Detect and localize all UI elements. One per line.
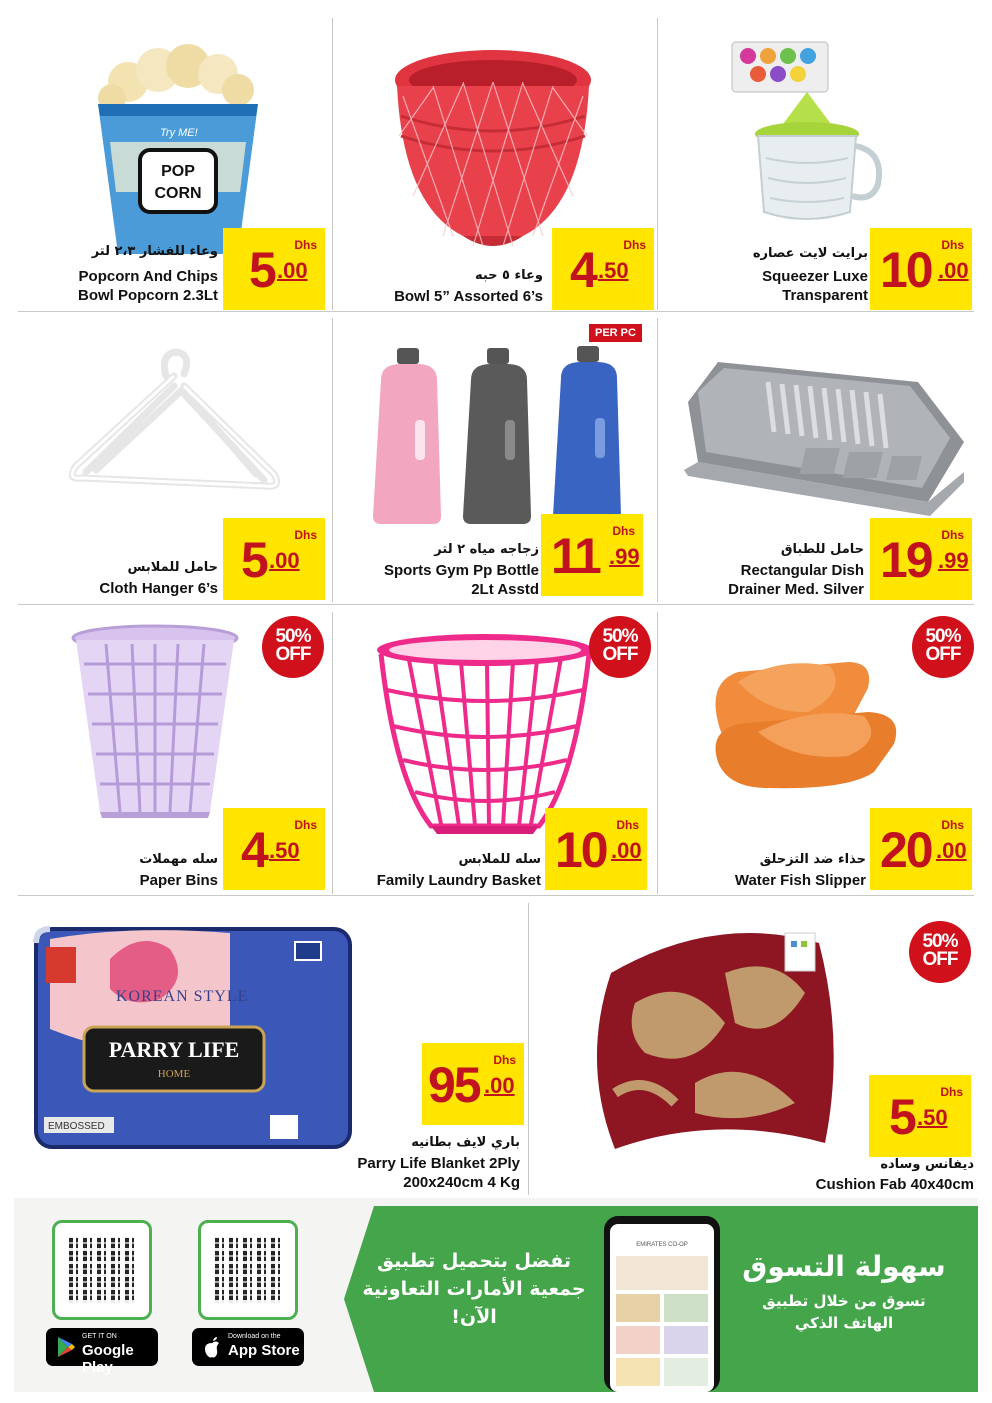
price-integer: 10 — [880, 242, 932, 298]
price-integer: 4 — [570, 242, 596, 298]
cta-line-3: الآن! — [451, 1306, 497, 1328]
apple-icon — [202, 1336, 222, 1358]
hanger-image — [56, 346, 296, 518]
per-pc-tag: PER PC — [589, 324, 642, 342]
currency-label: Dhs — [493, 1053, 516, 1067]
product-name-arabic: زجاجه مياه ٢ لتر — [434, 542, 539, 557]
product-name-arabic: وعاء ٥ حبه — [474, 268, 543, 283]
phone-app-title: EMIRATES CO-OP — [636, 1242, 688, 1248]
google-play-button[interactable] — [46, 1328, 158, 1376]
product-name-line-1: Bowl 5” Assorted 6’s — [394, 288, 543, 305]
discount-badge: 50% OFF — [909, 921, 971, 983]
price-integer: 11 — [551, 528, 600, 584]
product-name-line-1: Cloth Hanger 6’s — [99, 580, 218, 597]
svg-text:HOME: HOME — [157, 1068, 191, 1080]
qr-code-app-store[interactable] — [198, 1220, 298, 1320]
product-name-line-1: Family Laundry Basket — [376, 872, 541, 889]
product-name-line-1: Squeezer Luxe — [762, 268, 868, 285]
price-decimal: .00 — [269, 548, 300, 573]
product-name-line-2: Bowl Popcorn 2.3Lt — [77, 287, 218, 304]
currency-label: Dhs — [616, 818, 639, 832]
google-play-label: Google Play — [82, 1342, 134, 1376]
price-decimal: .00 — [277, 258, 308, 283]
price-tag — [552, 228, 654, 310]
currency-label: Dhs — [940, 1085, 963, 1099]
currency-label: Dhs — [941, 238, 964, 252]
banner-title: سهولة التسوق — [742, 1250, 946, 1283]
price-integer: 10 — [555, 822, 607, 878]
product-name-line-1: Rectangular Dish — [740, 562, 864, 579]
banner-subtitle-line-1: تسوق من خلال تطبيق — [762, 1292, 926, 1310]
slipper-image — [698, 652, 908, 792]
product-card-blanket[interactable] — [18, 903, 528, 1195]
app-store-button[interactable] — [192, 1328, 304, 1366]
price-decimal: .50 — [269, 838, 300, 863]
price-tag — [541, 514, 643, 596]
banner-subtitle-line-2: الهاتف الذكي — [794, 1314, 894, 1332]
currency-label: Dhs — [294, 818, 317, 832]
svg-text:POP: POP — [161, 163, 195, 180]
price-decimal: .00 — [611, 838, 642, 863]
discount-badge: 50% OFF — [589, 616, 651, 678]
product-card-laundry-basket[interactable] — [333, 612, 657, 894]
currency-label: Dhs — [941, 528, 964, 542]
product-card-cushion[interactable] — [529, 903, 974, 1195]
qr-code-google-play[interactable] — [52, 1220, 152, 1320]
product-name-line-1: Cushion Fab 40x40cm — [815, 1176, 974, 1193]
price-tag — [223, 808, 325, 890]
price-integer: 20 — [880, 822, 932, 878]
divider — [18, 311, 974, 312]
product-name-arabic: حامل للطباق — [780, 542, 864, 557]
price-integer: 19 — [880, 532, 932, 588]
price-decimal: .50 — [917, 1105, 948, 1130]
product-name-line-1: Water Fish Slipper — [734, 872, 866, 889]
svg-text:EMBOSSED: EMBOSSED — [48, 1121, 105, 1132]
price-integer: 5 — [889, 1089, 915, 1145]
price-tag — [223, 518, 325, 600]
currency-label: Dhs — [294, 528, 317, 542]
product-name-line-1: Paper Bins — [139, 872, 218, 889]
product-card-bowl[interactable] — [333, 18, 657, 310]
app-store-label: App Store — [228, 1342, 300, 1359]
product-card-popcorn[interactable] — [18, 18, 332, 310]
product-name-arabic: ديفانس وساده — [880, 1157, 974, 1172]
google-play-small-label: GET IT ON — [82, 1333, 117, 1340]
product-name-line-1: Sports Gym Pp Bottle — [383, 562, 539, 579]
price-decimal: .50 — [598, 258, 629, 283]
blanket-bag-image — [30, 919, 356, 1151]
product-name-line-2: 2Lt Asstd — [471, 581, 539, 598]
product-card-paper-bins[interactable] — [18, 612, 332, 894]
product-card-hanger[interactable] — [18, 318, 332, 602]
price-decimal: .99 — [609, 544, 640, 569]
google-play-icon — [56, 1336, 76, 1358]
price-tag — [870, 518, 972, 600]
price-decimal: .00 — [936, 838, 967, 863]
price-decimal: .99 — [938, 548, 969, 573]
product-name-line-2: Drainer Med. Silver — [728, 581, 864, 598]
currency-label: Dhs — [623, 238, 646, 252]
price-decimal: .00 — [484, 1073, 515, 1098]
product-name-line-1: Parry Life Blanket 2Ply — [357, 1155, 520, 1172]
divider — [18, 604, 974, 605]
product-name-arabic: حذاء ضد التزحلق — [759, 852, 866, 867]
app-store-small-label: Download on the — [228, 1333, 281, 1340]
cta-line-1: تفضل بتحميل تطبيق — [376, 1250, 572, 1272]
svg-text:Try ME!: Try ME! — [160, 127, 198, 139]
app-download-banner — [14, 1198, 978, 1392]
product-name-arabic: سله للملابس — [458, 852, 541, 867]
price-integer: 5 — [241, 532, 267, 588]
currency-label: Dhs — [941, 818, 964, 832]
laundry-basket-image — [375, 630, 595, 836]
product-name-line-1: Popcorn And Chips — [78, 268, 218, 285]
divider — [18, 895, 974, 896]
price-tag — [545, 808, 647, 890]
product-card-bottle[interactable] — [333, 318, 657, 602]
product-name-arabic: سله مهملات — [139, 852, 218, 867]
product-name-arabic: حامل للملابس — [127, 560, 218, 575]
product-card-squeezer[interactable] — [658, 18, 974, 310]
product-card-slipper[interactable] — [658, 612, 974, 894]
water-bottles-image — [361, 340, 651, 530]
discount-badge: 50% OFF — [262, 616, 324, 678]
price-tag — [869, 1075, 971, 1157]
product-name-arabic: باري لايف بطانيه — [411, 1135, 520, 1150]
price-tag — [223, 228, 325, 310]
squeezer-image — [722, 36, 892, 232]
phone-mockup — [604, 1216, 720, 1392]
price-tag — [422, 1043, 524, 1125]
price-tag — [870, 228, 972, 310]
product-name-line-2: 200x240cm 4 Kg — [403, 1174, 520, 1191]
price-integer: 4 — [241, 822, 267, 878]
price-tag — [870, 808, 972, 890]
cushion-image — [575, 913, 875, 1163]
paper-bin-image — [70, 624, 240, 820]
discount-badge: 50% OFF — [912, 616, 974, 678]
product-name-line-2: Transparent — [782, 287, 868, 304]
product-card-dish-drainer[interactable] — [658, 318, 974, 602]
cta-line-2: جمعية الأمارات التعاونية — [362, 1278, 586, 1300]
price-integer: 5 — [249, 242, 275, 298]
price-integer: 95 — [428, 1057, 480, 1113]
svg-text:KOREAN STYLE: KOREAN STYLE — [116, 988, 249, 1005]
currency-label: Dhs — [612, 524, 635, 538]
product-name-arabic: برايت لايت عصاره — [752, 246, 868, 261]
dish-drainer-image — [678, 352, 970, 522]
currency-label: Dhs — [294, 238, 317, 252]
product-name-arabic: وعاء للفشار ٢،٣ لتر — [91, 244, 218, 259]
price-decimal: .00 — [938, 258, 969, 283]
svg-text:PARRY LIFE: PARRY LIFE — [108, 1037, 240, 1062]
phone-screen — [610, 1224, 714, 1392]
svg-text:CORN: CORN — [154, 185, 202, 202]
